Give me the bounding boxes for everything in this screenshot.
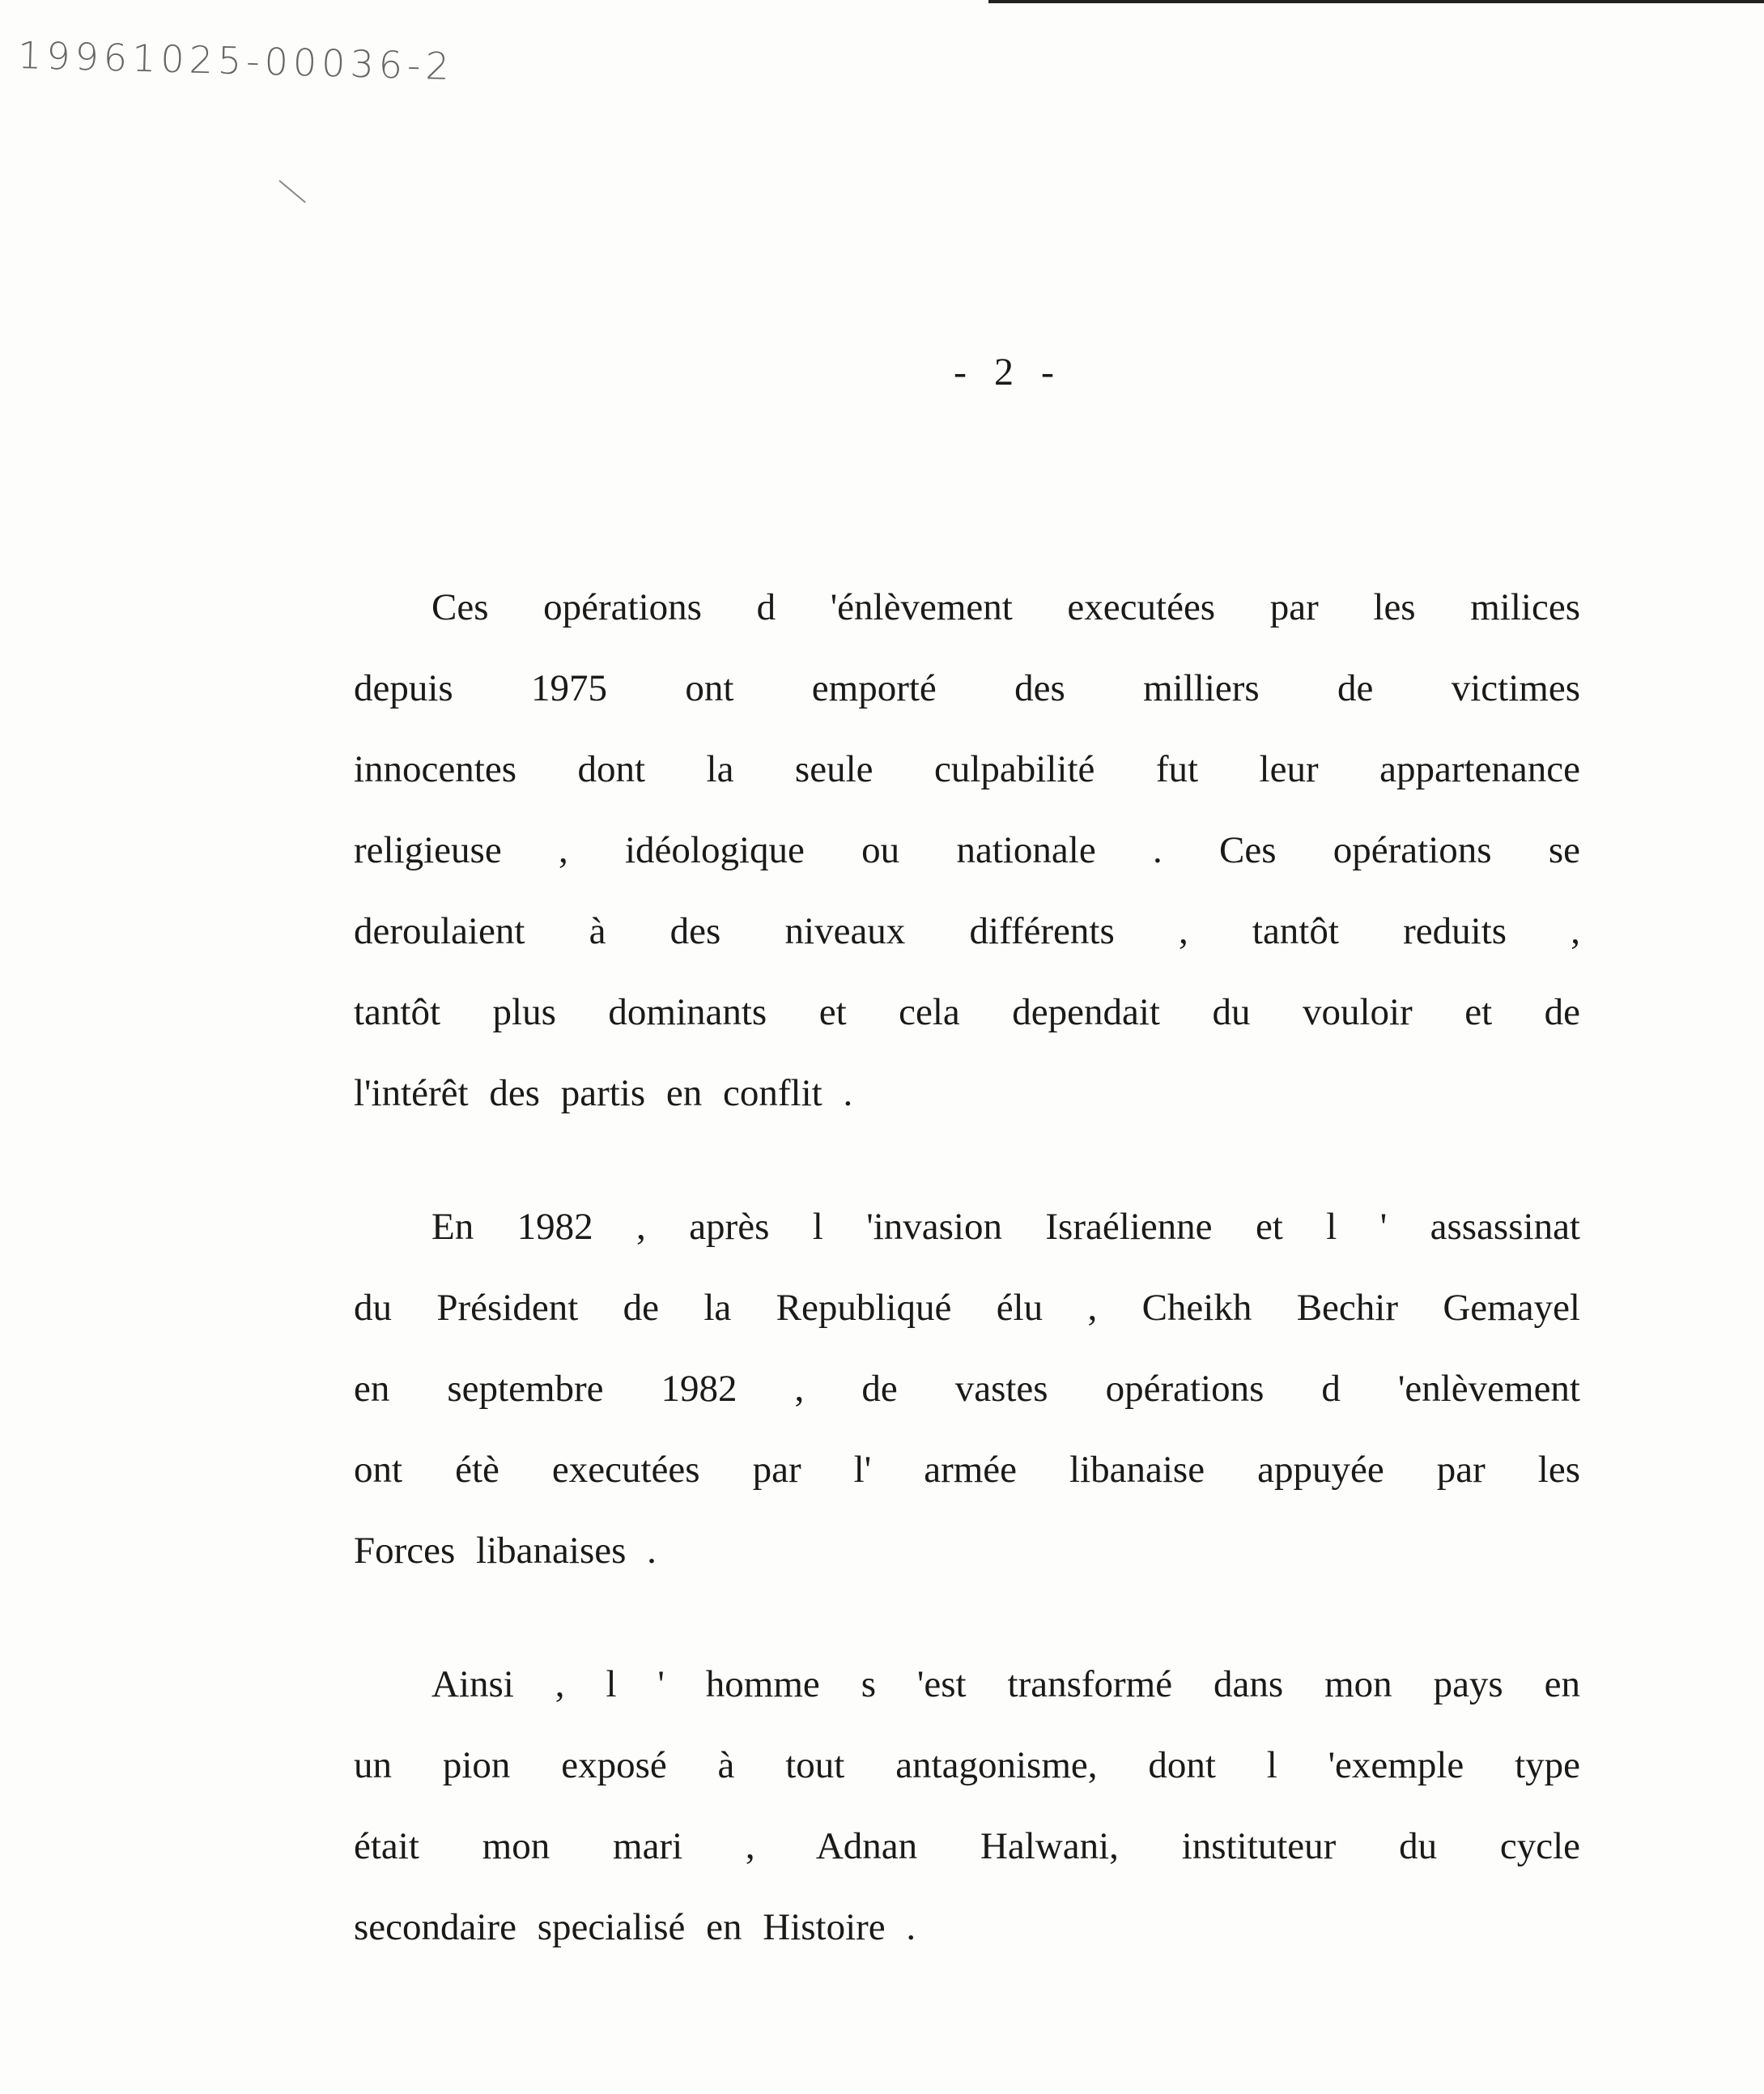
handwritten-reference: 19961025-00036-2 [17, 32, 455, 89]
paragraph-2 [354, 1202, 1580, 1607]
pencil-mark [278, 180, 305, 203]
text-line: ont étè executées par l' armée libanaise appuyée par les [354, 1449, 1580, 1491]
paragraph-3 [354, 1660, 1580, 1984]
text-line: en septembre 1982 , de vastes opérations d 'enlèvement [354, 1368, 1580, 1410]
text-line: un pion exposé à tout antagonisme, dont l 'exemple type [354, 1744, 1580, 1786]
text-line: secondaire specialisé en Histoire . [354, 1906, 916, 1948]
text-line: était mon mari , Adnan Halwani, instituteur du cycle [354, 1825, 1580, 1867]
scan-edge-line [988, 0, 1764, 3]
paragraph-1 [354, 583, 1580, 1150]
text-line: deroulaient à des niveaux différents , tantôt reduits , [354, 910, 1580, 952]
text-line: tantôt plus dominants et cela dependait du vouloir et de [354, 991, 1580, 1033]
text-line: l'intérêt des partis en conflit . [354, 1072, 853, 1114]
page-number: - 2 - [954, 351, 1054, 394]
text-line: Ainsi , l ' homme s 'est transformé dans mon pays en [431, 1663, 1580, 1705]
text-line: du Président de la Republiqué élu , Cheikh Bechir Gemayel [354, 1287, 1580, 1329]
text-line: Forces libanaises . [354, 1530, 657, 1572]
text-line: depuis 1975 ont emporté des milliers de victimes [354, 667, 1580, 709]
text-line: Ces opérations d 'énlèvement executées par les milices [431, 586, 1580, 628]
text-line: religieuse , idéologique ou nationale . Ces opérations se [354, 829, 1580, 871]
text-line: En 1982 , après l 'invasion Israélienne et l ' assassinat [431, 1206, 1580, 1248]
text-line: innocentes dont la seule culpabilité fut leur appartenance [354, 748, 1580, 790]
